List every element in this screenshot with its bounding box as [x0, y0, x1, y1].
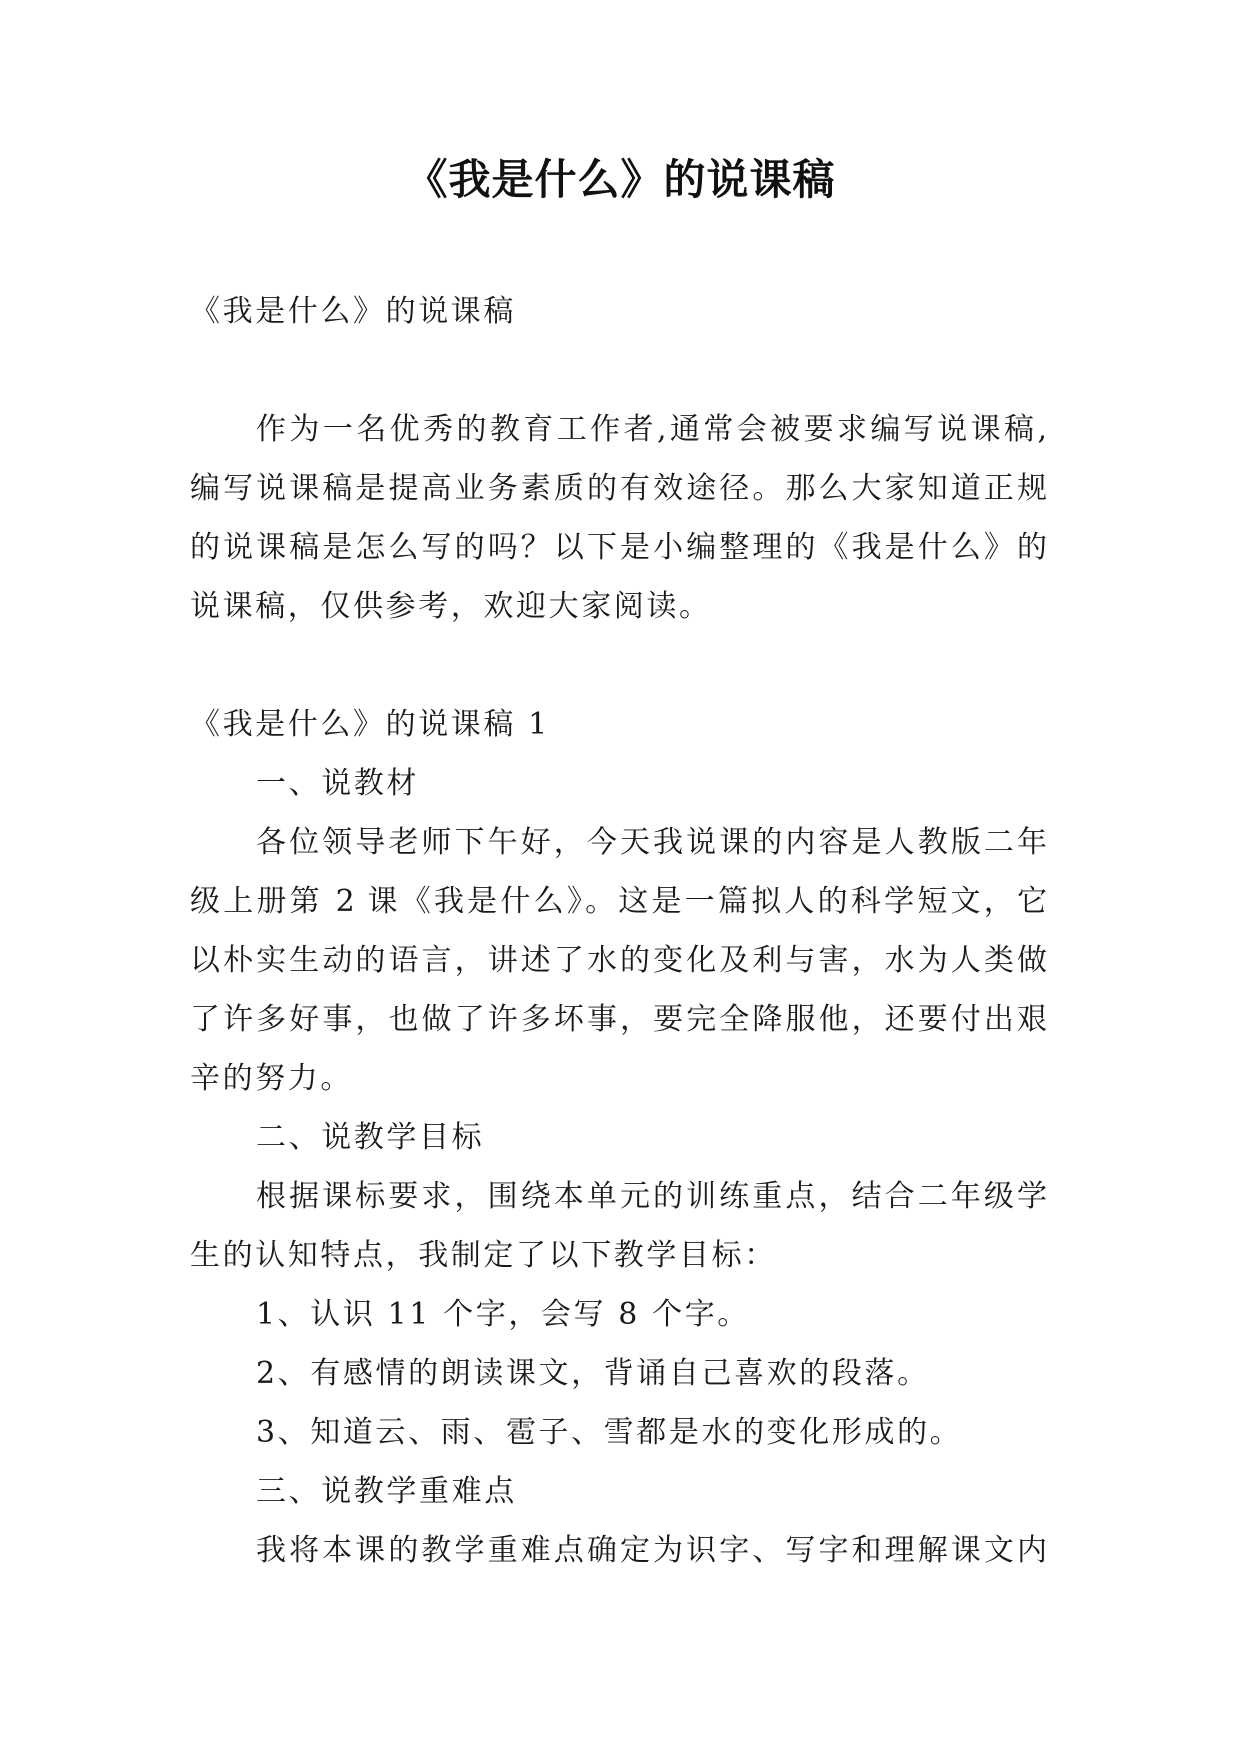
intro-line: 说课稿，仅供参考，欢迎大家阅读。	[190, 589, 712, 624]
goal-item: 1、认识 11 个字，会写 8 个字。	[256, 1297, 750, 1332]
paragraph-line: 以朴实生动的语言，讲述了水的变化及利与害，水为人类做	[190, 943, 1047, 978]
paragraph-line: 级上册第 2 课《我是什么》。这是一篇拟人的科学短文，它	[190, 884, 1047, 919]
section-title: 《我是什么》的说课稿 1	[190, 707, 550, 742]
intro-line: 作为一名优秀的教育工作者,通常会被要求编写说课稿,	[256, 412, 1047, 447]
paragraph-line: 生的认知特点，我制定了以下教学目标：	[190, 1238, 777, 1273]
heading-teaching-goals: 二、说教学目标	[256, 1120, 485, 1155]
intro-line: 的说课稿是怎么写的吗？以下是小编整理的《我是什么》的	[190, 530, 1047, 565]
paragraph-line: 我将本课的教学重难点确定为识字、写字和理解课文内	[256, 1533, 1047, 1568]
document-title: 《我是什么》的说课稿	[405, 155, 836, 204]
heading-key-points: 三、说教学重难点	[256, 1474, 517, 1509]
intro-line: 编写说课稿是提高业务素质的有效途径。那么大家知道正规	[190, 471, 1047, 506]
document-subtitle: 《我是什么》的说课稿	[190, 294, 516, 329]
goal-item: 3、知道云、雨、雹子、雪都是水的变化形成的。	[256, 1415, 963, 1450]
paragraph-line: 了许多好事，也做了许多坏事，要完全降服他，还要付出艰	[190, 1002, 1047, 1037]
paragraph-line: 根据课标要求，围绕本单元的训练重点，结合二年级学	[256, 1179, 1047, 1214]
heading-teaching-material: 一、说教材	[256, 766, 419, 801]
paragraph-line: 各位领导老师下午好，今天我说课的内容是人教版二年	[256, 825, 1047, 860]
goal-item: 2、有感情的朗读课文，背诵自己喜欢的段落。	[256, 1356, 930, 1391]
paragraph-line: 辛的努力。	[190, 1061, 353, 1096]
